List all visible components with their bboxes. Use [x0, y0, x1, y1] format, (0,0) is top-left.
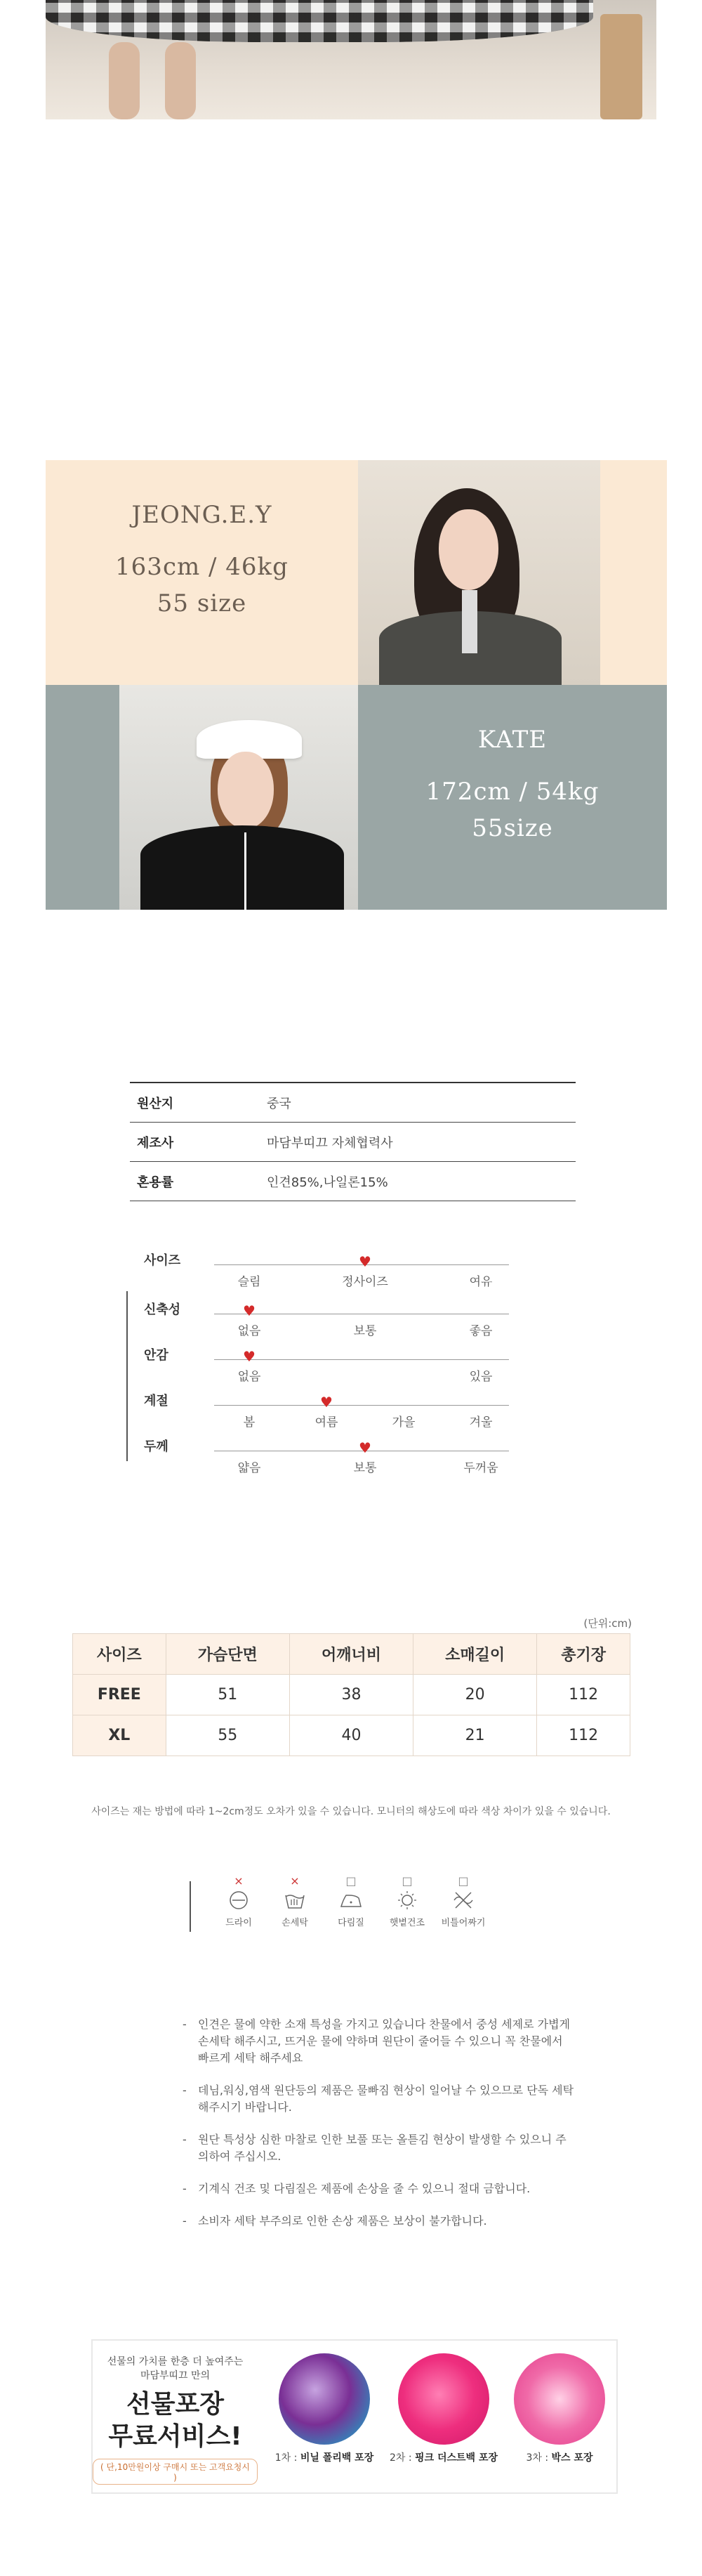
care-mark: ×: [234, 1874, 244, 1888]
care-item: [211, 1874, 267, 1928]
sleeve-column-header: 소매길이: [413, 1634, 537, 1675]
gift-title: 선물포장 무료서비스!: [108, 2390, 242, 2451]
scale-option: 가을: [392, 1416, 416, 1430]
info-label: 혼용률: [137, 1175, 174, 1190]
dust-bag-image: [398, 2353, 489, 2445]
gingham-skirt-overlay: [46, 0, 593, 42]
gift-subtitle: 선물의 가치를 한층 더 높여주는 마담부띠끄 만의: [107, 2356, 244, 2381]
divider: [126, 1291, 128, 1461]
heart-icon: ♥: [359, 1439, 371, 1456]
box-image: [514, 2353, 605, 2445]
pack-label: [388, 2450, 500, 2464]
scale-option: 여름: [314, 1416, 338, 1430]
leg-image: [165, 42, 196, 119]
pack-label: [268, 2450, 380, 2464]
info-value: 중국: [267, 1096, 291, 1111]
model-card: [46, 460, 667, 685]
model-photo: [119, 685, 358, 910]
gift-text: [93, 2355, 258, 2485]
heart-icon: ♥: [359, 1253, 371, 1270]
model-info: [46, 460, 358, 685]
wring-icon: [451, 1890, 475, 1911]
care-label: 드라이: [225, 1918, 252, 1928]
pack-name: 비닐 폴리백 포장: [300, 2452, 374, 2464]
care-item: [267, 1874, 323, 1928]
info-label: 원산지: [137, 1096, 174, 1111]
note-item: - 데님,워싱,염색 원단등의 제품은 물빠짐 현상이 일어날 수 있으므로 단독 세탁 해주시기 바랍니다.: [183, 2082, 576, 2116]
scale-option: 여유: [469, 1275, 493, 1289]
info-value: 인견85%,나일론15%: [267, 1175, 388, 1190]
scale-row: [144, 1300, 509, 1342]
scale-option: 얇음: [237, 1461, 261, 1475]
scale-option: 없음: [237, 1324, 261, 1338]
model-info-section: [46, 460, 667, 910]
care-mark: □: [458, 1874, 469, 1888]
table-cell: 51: [166, 1675, 289, 1715]
care-item: [379, 1874, 435, 1928]
gift-pack-item: [268, 2353, 380, 2464]
care-instructions: [190, 1869, 541, 1939]
size-table-header-row: [73, 1634, 630, 1675]
iron-icon: [339, 1890, 363, 1911]
scale-option: 보통: [353, 1324, 377, 1338]
pack-step: 3차 :: [526, 2452, 549, 2464]
care-mark: □: [345, 1874, 357, 1888]
table-cell: FREE: [73, 1675, 166, 1715]
table-cell: 20: [413, 1675, 537, 1715]
scale-title: 계절: [144, 1394, 168, 1408]
table-cell: 40: [289, 1715, 413, 1756]
scale-option: 없음: [237, 1370, 261, 1384]
divider: [190, 1881, 191, 1932]
pack-label: [503, 2450, 616, 2464]
pack-name: 핑크 더스트백 포장: [415, 2452, 498, 2464]
care-label: 햇볕건조: [389, 1918, 425, 1928]
model-card: [46, 685, 667, 910]
chest-column-header: 가슴단면: [166, 1634, 289, 1675]
scale-option: 좋음: [469, 1324, 493, 1338]
note-item: - 소비자 세탁 부주의로 인한 손상 제품은 보상이 불가합니다.: [183, 2213, 576, 2230]
care-mark: ×: [290, 1874, 300, 1888]
heart-icon: ♥: [320, 1394, 333, 1411]
chair-image: [600, 14, 642, 119]
note-item: - 원단 특성상 심한 마찰로 인한 보풀 또는 올튿김 현상이 발생할 수 있으니 주의하여 주십시오.: [183, 2131, 576, 2165]
info-row: [130, 1123, 576, 1162]
scale-title: 두께: [144, 1439, 168, 1454]
care-label: 손세탁: [282, 1918, 308, 1928]
care-item: [323, 1874, 379, 1928]
note-item: - 기계식 건조 및 다림질은 제품에 손상을 줄 수 있으니 절대 금합니다.: [183, 2181, 576, 2197]
info-row: [130, 1083, 576, 1123]
scale-row: [144, 1345, 509, 1387]
unit-label: (단위:cm): [583, 1617, 632, 1630]
length-column-header: 총기장: [537, 1634, 630, 1675]
table-cell: 112: [537, 1715, 630, 1756]
scale-title: 안감: [144, 1348, 168, 1363]
scale-row: [144, 1391, 509, 1433]
care-label: 다림질: [338, 1918, 364, 1928]
table-cell: 112: [537, 1675, 630, 1715]
note-item: - 인견은 물에 약한 소재 특성을 가지고 있습니다 찬물에서 중성 세제로 가볍게 손세탁 해주시고, 뜨거운 물에 약하며 원단이 줄어들 수 있으니 꼭 찬물에서 빠르게 세탁 해주세요: [183, 2016, 576, 2067]
size-note: 사이즈는 재는 방법에 따라 1~2cm정도 오차가 있을 수 있습니다. 모니터의 해상도에 따라 색상 차이가 있을 수 있습니다.: [91, 1806, 611, 1817]
model-name: JEONG.E.Y: [131, 501, 272, 529]
scale-line: [214, 1359, 509, 1360]
table-row: [73, 1715, 630, 1756]
scale-title: 신축성: [144, 1302, 181, 1317]
model-name: KATE: [477, 726, 548, 754]
care-mark: □: [402, 1874, 413, 1888]
model-info: [358, 685, 667, 910]
vinyl-bag-image: [279, 2353, 370, 2445]
dry-clean-icon: [227, 1890, 251, 1911]
leg-image: [109, 42, 140, 119]
size-column-header: 사이즈: [73, 1634, 166, 1675]
scale-title: 사이즈: [144, 1253, 181, 1268]
scale-option: 봄: [243, 1416, 256, 1430]
model-photo: [358, 460, 600, 685]
gift-wrap-banner: [91, 2339, 618, 2494]
table-row: [73, 1675, 630, 1715]
pack-step: 1차 :: [274, 2452, 298, 2464]
care-item: [435, 1874, 491, 1928]
table-cell: 38: [289, 1675, 413, 1715]
product-photo-top: [46, 0, 656, 119]
scale-line: [214, 1405, 509, 1406]
care-label: 비틀어짜기: [441, 1918, 486, 1928]
scale-option: 있음: [469, 1370, 493, 1384]
table-cell: 55: [166, 1715, 289, 1756]
info-value: 마담부띠끄 자체협력사: [267, 1135, 393, 1151]
scale-option: 정사이즈: [342, 1275, 388, 1289]
info-label: 제조사: [137, 1135, 174, 1151]
gift-pack-item: [388, 2353, 500, 2464]
gift-condition: ( 단,10만원이상 구매시 또는 고객요청시 ): [93, 2459, 258, 2485]
info-row: [130, 1162, 576, 1201]
gift-pack-item: [503, 2353, 616, 2464]
scale-row: [144, 1250, 509, 1293]
model-stats: 172cm / 54kg: [425, 778, 600, 806]
scale-row: [144, 1437, 509, 1479]
table-cell: XL: [73, 1715, 166, 1756]
shoulder-column-header: 어깨너비: [289, 1634, 413, 1675]
pack-step: 2차 :: [389, 2452, 412, 2464]
scale-option: 겨울: [469, 1416, 493, 1430]
model-stats: 163cm / 46kg: [115, 553, 289, 581]
scale-option: 보통: [353, 1461, 377, 1475]
size-table: [72, 1633, 630, 1756]
scale-option: 슬림: [237, 1275, 261, 1289]
hand-wash-icon: [283, 1890, 307, 1911]
model-size: 55 size: [157, 589, 247, 617]
sun-dry-icon: [395, 1890, 419, 1911]
model-size: 55size: [472, 814, 553, 842]
heart-icon: ♥: [243, 1348, 256, 1365]
table-cell: 21: [413, 1715, 537, 1756]
washing-notes: [183, 2016, 576, 2245]
pack-name: 박스 포장: [551, 2452, 593, 2464]
fit-scale-section: [123, 1250, 516, 1496]
scale-option: 두꺼움: [463, 1461, 498, 1475]
product-info-table: [130, 1082, 576, 1201]
heart-icon: ♥: [243, 1302, 256, 1319]
